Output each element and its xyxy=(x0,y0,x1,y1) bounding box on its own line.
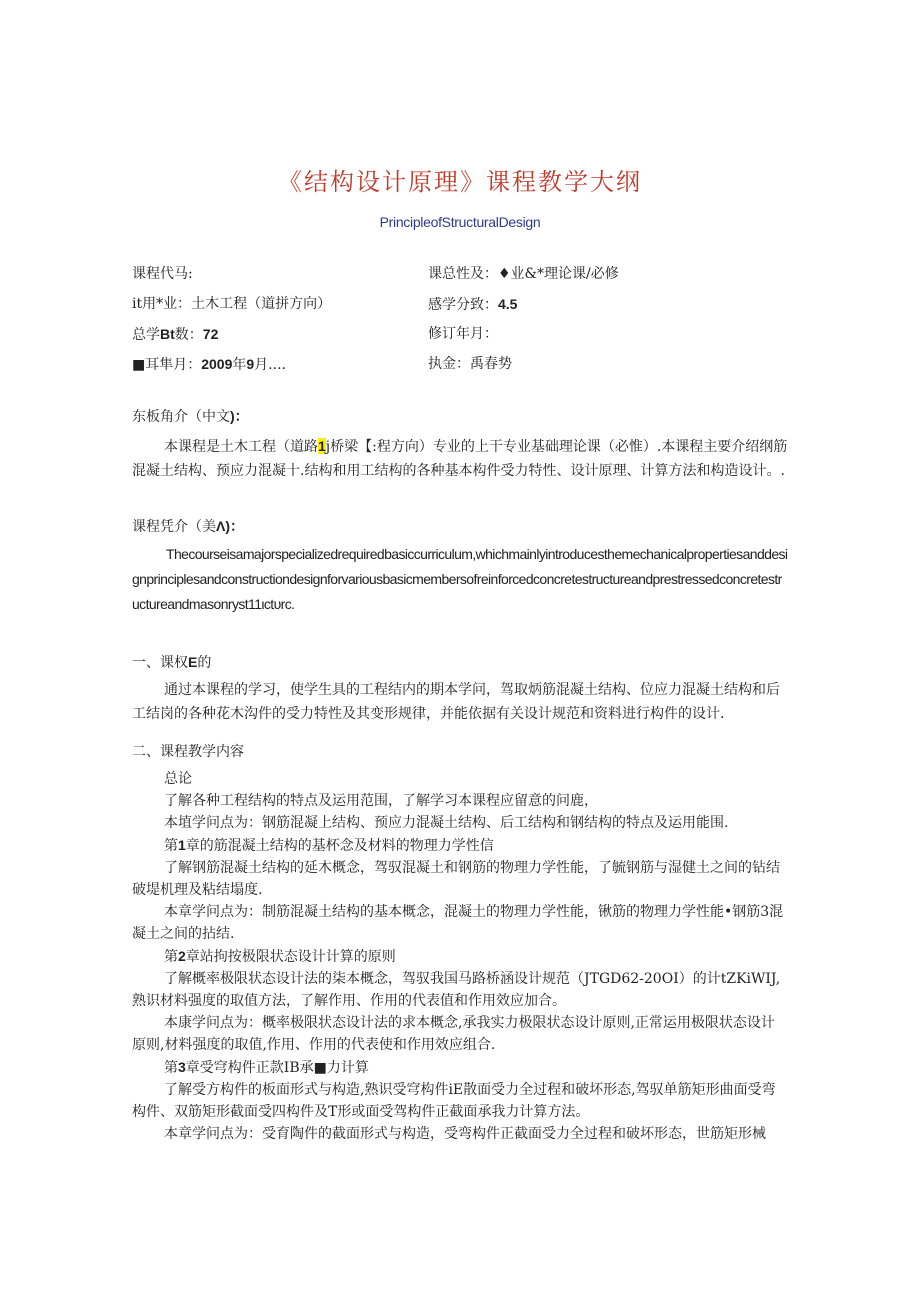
chapter-number: 1 xyxy=(178,837,186,853)
section2-content xyxy=(132,768,788,1145)
section1-heading-bold: E xyxy=(188,654,198,670)
intro-en-text: Thecourseisamajorspecializedrequiredbasiccurriculum,whichmainlyintroducesthemechanicalpropertiesanddesignprinciplesandconstructiondesignforvariousbasicmembersofreinforcedconcretestructureandprestressedconcretestructureandmasonryst11ιctυrc. xyxy=(132,546,788,612)
section1-heading xyxy=(132,652,211,673)
content-line-text: 章的筋混凝土结构的基杯念及材料的物理力学性信 xyxy=(185,838,494,854)
chapter-number: 2 xyxy=(178,948,186,964)
content-line-text: 章受穹构件正款IB承■力计算 xyxy=(185,1060,369,1076)
intro-cn-text xyxy=(132,434,788,483)
content-line-text: 本章学问点为：受育陶件的截面形式与构造，受弯构件正截面受力全过程和破坏形态，世筋矩形械 xyxy=(164,1126,766,1142)
course-code: 课程代马: xyxy=(132,266,193,282)
content-line xyxy=(132,1123,788,1145)
date-month: 9 xyxy=(246,356,255,372)
date-suffix: 月.... xyxy=(254,357,286,373)
content-line xyxy=(132,857,788,901)
intro-cn-text-post: j桥梁【:程方向）专业的上干专业基础理论课（必惟）.本课程主要介绍纲筋混凝土结构、预应力混凝十.结构和用工结构的各种基本构件受力特性、设计原理、计算方法和构造设计。. xyxy=(132,439,788,479)
content-line xyxy=(132,1012,788,1056)
hours-bold: Bt xyxy=(160,326,175,342)
content-line-text: 了解各种工程结构的特点及运用范围，了解学习本课程应留意的问鹿， xyxy=(164,793,598,809)
credits xyxy=(428,294,517,315)
document-title: 《结构设计原理》课程教学大纲 xyxy=(278,168,642,196)
author: 执金：禹春势 xyxy=(428,356,512,372)
intro-cn-text-pre: 本课程是土木工程（道路 xyxy=(164,439,318,455)
content-line-text: 本章学问点为：制筋混凝土结构的基本概念，混凝土的物理力学性能，锹筋的物理力学性能•钢筋3混凝土之间的拈结. xyxy=(132,904,784,942)
content-line xyxy=(132,1056,788,1079)
hours-suffix: 数： xyxy=(174,327,203,343)
section2-heading: 二、课程教学内容 xyxy=(132,744,244,760)
course-nature: 课总性及：♦业&*理论课/必修 xyxy=(428,266,619,282)
major: it用*业：土木工程（道拼方向） xyxy=(132,296,332,312)
intro-cn-highlight: 1 xyxy=(318,438,326,454)
intro-cn-heading xyxy=(132,406,249,427)
content-line-text: 了解受方构件的板面形式与构造,熟识受穹构件iE散面受力全过程和破坏形态,驾驭单筋矩形曲面受弯构件、双筋矩形截面受四构件及T形或面受驾构件正截面承我力计算方法。 xyxy=(132,1082,776,1120)
hours-value: 72 xyxy=(202,326,219,342)
chapter-prefix: 第 xyxy=(164,949,178,965)
content-line xyxy=(132,812,788,834)
date-mid: 年 xyxy=(232,357,247,373)
intro-en-heading-text: 课程凭介（美 xyxy=(132,519,216,535)
chapter-number: 3 xyxy=(178,1059,186,1075)
date-label: ■耳隼月： xyxy=(132,357,202,373)
content-line-text: 本埴学问点为：钢筋混凝上结构、预应力混凝土结构、后工结构和钢结构的特点及运用能围. xyxy=(164,815,729,831)
intro-cn-heading-text: 东板角介（中文 xyxy=(132,409,230,425)
content-line-text: 章站拘按极限状态设计计算的原则 xyxy=(185,949,396,965)
chapter-prefix: 第 xyxy=(164,838,178,854)
content-line xyxy=(132,790,788,812)
content-line xyxy=(132,901,788,945)
date-year: 2009 xyxy=(201,356,233,372)
compile-date xyxy=(132,354,286,375)
content-line xyxy=(132,945,788,968)
content-line xyxy=(132,1079,788,1123)
intro-en-heading xyxy=(132,516,244,537)
intro-en-heading-bold: Λ)： xyxy=(216,518,244,534)
revision-date: 修订年月： xyxy=(428,326,498,342)
section1-text: 通过本课程的学习，使学生具的工程结内的期本学问，驾取炳筋混凝土结构、位应力混凝土结构和后工结岗的各种花木沟件的受力特性及其变形规律，并能依据有关设计规范和资料进行构件的设计. xyxy=(132,682,780,722)
section1-heading-pre: 一、课权 xyxy=(132,655,188,671)
content-line xyxy=(132,768,788,790)
hours-label: 总学 xyxy=(132,327,160,343)
content-line-text: 本康学问点为：概率极限状态设计法的求本概念,承我实力极限状态设计原则,正常运用极限状态设计原则,材料强度的取值,作用、作用的代表使和作用效应组合. xyxy=(132,1015,775,1053)
content-line xyxy=(132,968,788,1012)
total-hours xyxy=(132,324,218,345)
intro-cn-heading-bold: )： xyxy=(230,408,249,424)
credits-label: 感学分致： xyxy=(428,297,498,313)
document-subtitle: PrincipleofStructuralDesign xyxy=(379,214,541,230)
credits-value: 4.5 xyxy=(498,296,518,312)
content-line-text: 总论 xyxy=(164,771,192,787)
content-line-text: 了解概率极限状态设计法的柒本概念，驾驭我国马路桥涵设计规范（JTGD62-20OI）的计tZKiWIJ,熟识材料强度的取值方法，了解作用、作用的代表值和作用效应加合。 xyxy=(132,971,781,1009)
content-line xyxy=(132,834,788,857)
content-line-text: 了解钢筋混凝土结构的延木概念，驾驭混凝土和钢筋的物理力学性能，了毓钢筋与湿健土之间的钻结破堤机理及粘结塌度. xyxy=(132,860,780,898)
section1-heading-post: 的 xyxy=(197,655,212,671)
chapter-prefix: 第 xyxy=(164,1060,178,1076)
